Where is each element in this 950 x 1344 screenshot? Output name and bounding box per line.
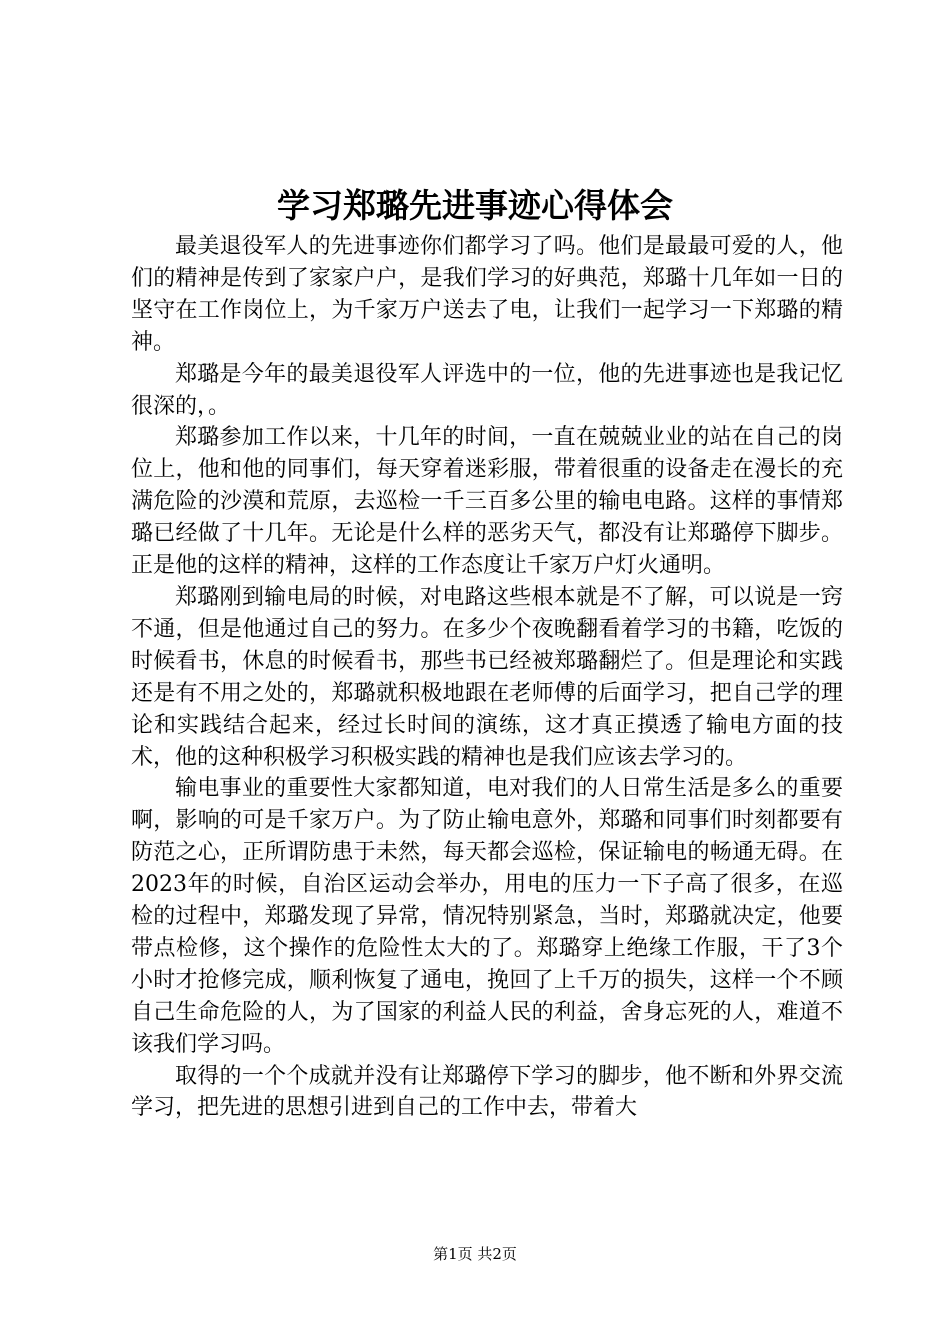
document-body [131, 231, 843, 1124]
paragraph: 郑璐刚到输电局的时候，对电路这些根本就是不了解，可以说是一窍不通，但是他通过自己的努力。在多少个夜晚翻看着学习的书籍，吃饭的时候看书，休息的时候看书，那些书已经被郑璐翻烂了。但是理论和实践还是有不用之处的，郑璐就积极地跟在老师傅的后面学习，把自己学的理论和实践结合起来，经过长时间的演练，这才真正摸透了输电方面的技术，他的这种积极学习积极实践的精神也是我们应该去学习的。 [131, 584, 843, 770]
paragraph: 最美退役军人的先进事迹你们都学习了吗。他们是最最可爱的人，他们的精神是传到了家家户户，是我们学习的好典范，郑璐十几年如一日的坚守在工作岗位上，为千家万户送去了电，让我们一起学习一下郑璐的精神。 [131, 234, 843, 355]
paragraph: 取得的一个个成就并没有让郑璐停下学习的脚步，他不断和外界交流学习，把先进的思想引进到自己的工作中去，带着大 [131, 1063, 843, 1121]
paragraph: 输电事业的重要性大家都知道，电对我们的人日常生活是多么的重要啊，影响的可是千家万户。为了防止输电意外，郑璐和同事们时刻都要有防范之心，正所谓防患于未然，每天都会巡检，保证输电的畅通无碍。在2023年的时候，自治区运动会举办，用电的压力一下子高了很多，在巡检的过程中，郑璐发现了异常，情况特别紧急，当时，郑璐就决定，他要带点检修，这个操作的危险性太大的了。郑璐穿上绝缘工作服，干了3个小时才抢修完成，顺利恢复了通电，挽回了上千万的损失，这样一个不顾自己生命危险的人，为了国家的利益人民的利益，舍身忘死的人，难道不该我们学习吗。 [131, 776, 843, 1057]
page-title: 学习郑璐先进事迹心得体会 [277, 186, 673, 225]
paragraph: 郑璐参加工作以来，十几年的时间，一直在兢兢业业的站在自己的岗位上，他和他的同事们，每天穿着迷彩服，带着很重的设备走在漫长的充满危险的沙漠和荒原，去巡检一千三百多公里的输电电路。这样的事情郑璐已经做了十几年。无论是什么样的恶劣天气，都没有让郑璐停下脚步。正是他的这样的精神，这样的工作态度让千家万户灯火通明。 [131, 425, 843, 579]
page-footer: 第1页 共2页 [433, 1245, 517, 1263]
paragraph: 郑璐是今年的最美退役军人评选中的一位，他的先进事迹也是我记忆很深的，。 [131, 361, 843, 419]
